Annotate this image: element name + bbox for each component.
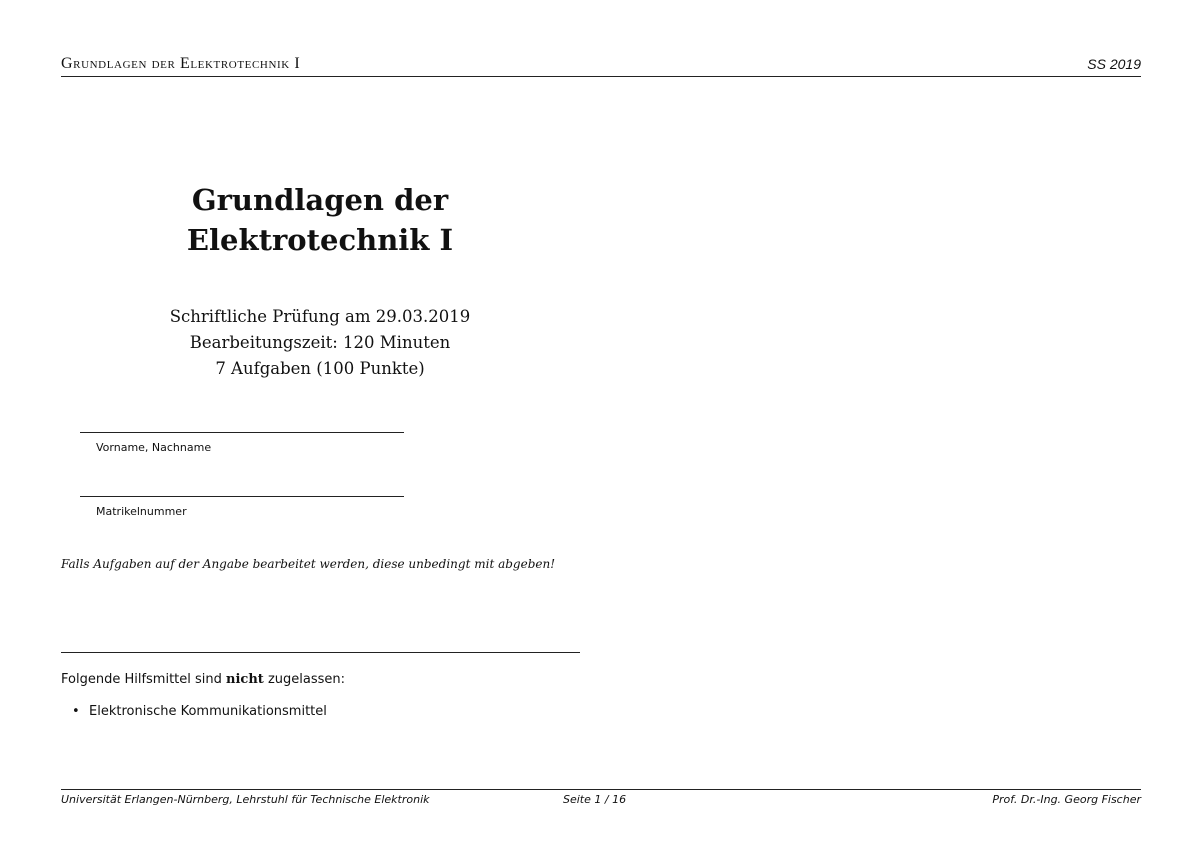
footer-page-number: Seite 1 / 16 xyxy=(563,793,627,806)
list-item xyxy=(72,704,327,719)
aids-intro-before: Folgende Hilfsmittel sind xyxy=(61,672,222,687)
section-divider xyxy=(61,652,580,653)
name-field-label: Vorname, Nachname xyxy=(96,441,212,454)
name-field-line[interactable] xyxy=(80,432,404,433)
semester-label: SS 2019 xyxy=(1087,56,1141,72)
exam-info xyxy=(120,304,520,382)
exam-title xyxy=(120,180,520,260)
exam-date: Schriftliche Prüfung am 29.03.2019 xyxy=(169,307,471,326)
exam-task-count: 7 Aufgaben (100 Punkte) xyxy=(215,359,425,378)
exam-title-line-2: Elektrotechnik I xyxy=(186,223,454,257)
footer-institution: Universität Erlangen-Nürnberg, Lehrstuhl für Technische Elektronik xyxy=(61,793,430,806)
exam-duration: Bearbeitungszeit: 120 Minuten xyxy=(189,333,451,352)
bullet-icon: • xyxy=(72,704,80,719)
matrikel-field-line[interactable] xyxy=(80,496,404,497)
submission-note: Falls Aufgaben auf der Angabe bearbeitet werden, diese unbedingt mit abgeben! xyxy=(61,557,556,571)
aids-list xyxy=(72,704,327,719)
course-title-header: Grundlagen der Elektrotechnik I xyxy=(61,55,301,72)
exam-title-line-1: Grundlagen der xyxy=(191,183,449,217)
list-item-text: Elektronische Kommunikationsmittel xyxy=(89,704,327,719)
page-header xyxy=(61,55,1141,77)
aids-intro-after: zugelassen: xyxy=(267,672,345,687)
matrikel-field-label: Matrikelnummer xyxy=(96,505,187,518)
aids-intro xyxy=(61,672,345,687)
page-footer xyxy=(61,789,1141,806)
footer-author: Prof. Dr.-Ing. Georg Fischer xyxy=(992,793,1141,806)
aids-intro-emphasis: nicht xyxy=(226,672,264,687)
